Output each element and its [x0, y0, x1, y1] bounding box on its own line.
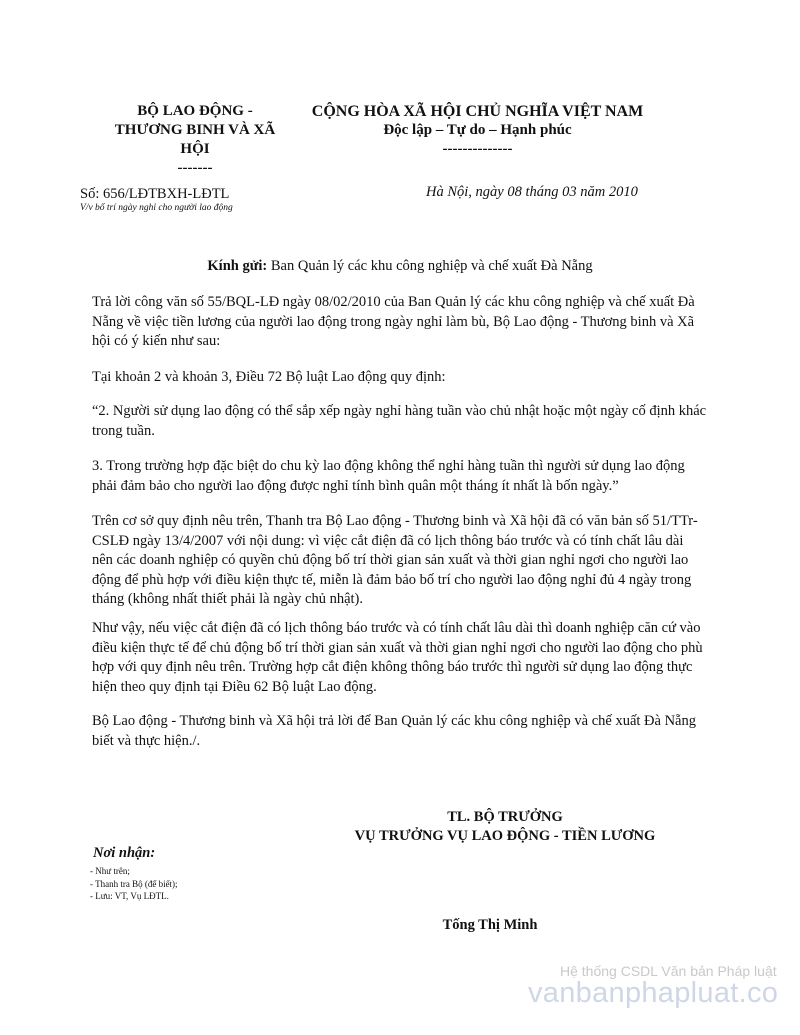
body-paragraph-5: Trên cơ sở quy định nêu trên, Thanh tra Bộ Lao động - Thương binh và Xã hội đã có văn bản số 51/TTr-CSLĐ ngày 13/4/2007 với nội dung: vì việc cắt điện đã có lịch thông báo trước và có tính chất lâu dài nên các doanh nghiệp có quyền chủ động bố trí thời gian sản xuất và thời gian nghỉ ngơi cho người lao động để phù hợp với điều kiện thực tế, miễn là đảm bảo bố trí cho người lao động nghỉ đủ 4 ngày trong tháng (không nhất thiết phải là ngày chủ nhật). [92, 513, 698, 607]
recipient-item: - Lưu: VT, Vụ LĐTL. [90, 891, 169, 901]
recipient-name: Ban Quản lý các khu công nghiệp và chế xuất Đà Nẵng [267, 258, 593, 274]
agency-separator: ------- [177, 160, 213, 176]
watermark-site: vanbanphapluat.co [528, 977, 779, 1009]
body-paragraph-7: Bộ Lao động - Thương binh và Xã hội trả lời để Ban Quản lý các khu công nghiệp và chế xuất Đà Nẵng biết và thực hiện./. [92, 713, 696, 749]
body-paragraph-4: 3. Trong trường hợp đặc biệt do chu kỳ lao động không thể nghỉ hàng tuần thì người sử dụng lao động phải đảm bảo cho người lao động được nghỉ tính bình quân một tháng ít nhất là bốn ngày.” [92, 458, 685, 494]
signature-block [300, 808, 710, 846]
document-number: Số: 656/LĐTBXH-LĐTL [80, 186, 230, 202]
agency-line-2: THƯƠNG BINH VÀ XÃ [114, 122, 276, 138]
motto-separator: -------------- [442, 141, 513, 157]
national-heading [285, 102, 670, 159]
recipient-label: Kính gửi: [207, 258, 268, 274]
body-paragraph-2: Tại khoản 2 và khoản 3, Điều 72 Bộ luật Lao động quy định: [92, 369, 446, 385]
nation-title: CỘNG HÒA XÃ HỘI CHỦ NGHĨA VIỆT NAM [311, 103, 644, 120]
recipients-list [90, 865, 178, 903]
agency-line-1: BỘ LAO ĐỘNG - [137, 103, 253, 119]
recipients-label: Nơi nhận: [93, 845, 156, 861]
motto: Độc lập – Tự do – Hạnh phúc [383, 122, 572, 138]
recipient-item: - Thanh tra Bộ (để biết); [90, 878, 178, 889]
agency-line-3: HỘI [180, 141, 210, 157]
signature-line-2: VỤ TRƯỞNG VỤ LAO ĐỘNG - TIỀN LƯƠNG [354, 828, 656, 844]
signer-name: Tống Thị Minh [442, 917, 538, 933]
recipient-item: - Như trên; [90, 866, 130, 876]
document-subject: V/v bố trí ngày nghỉ cho người lao động [80, 203, 233, 213]
body-paragraph-1: Trả lời công văn số 55/BQL-LĐ ngày 08/02/2010 của Ban Quản lý các khu công nghiệp và chế xuất Đà Nẵng về việc tiền lương của người lao động trong ngày nghỉ làm bù, Bộ Lao động - Thương binh và Xã hội có ý kiến như sau: [92, 294, 695, 349]
issuing-agency [95, 102, 295, 178]
recipient-line [80, 258, 720, 275]
body-paragraph-6: Như vậy, nếu việc cắt điện đã có lịch thông báo trước và có tính chất lâu dài thì doanh nghiệp căn cứ vào điều kiện thực tế để chủ động bố trí thời gian sản xuất và thời gian nghỉ ngơi cho người lao động cho phù hợp với quy định nêu trên. Trường hợp cắt điện không thông báo trước thì người sử dụng lao động thực hiện theo quy định tại Điều 62 Bộ luật Lao động. [92, 620, 703, 695]
body-paragraph-3: “2. Người sử dụng lao động có thể sắp xếp ngày nghỉ hàng tuần vào chủ nhật hoặc một ngày cố định khác trong tuần. [92, 403, 707, 439]
signature-line-1: TL. BỘ TRƯỞNG [447, 809, 563, 825]
dateline: Hà Nội, ngày 08 tháng 03 năm 2010 [426, 184, 638, 200]
watermark-caption: Hệ thống CSDL Văn bản Pháp luật [560, 963, 777, 979]
